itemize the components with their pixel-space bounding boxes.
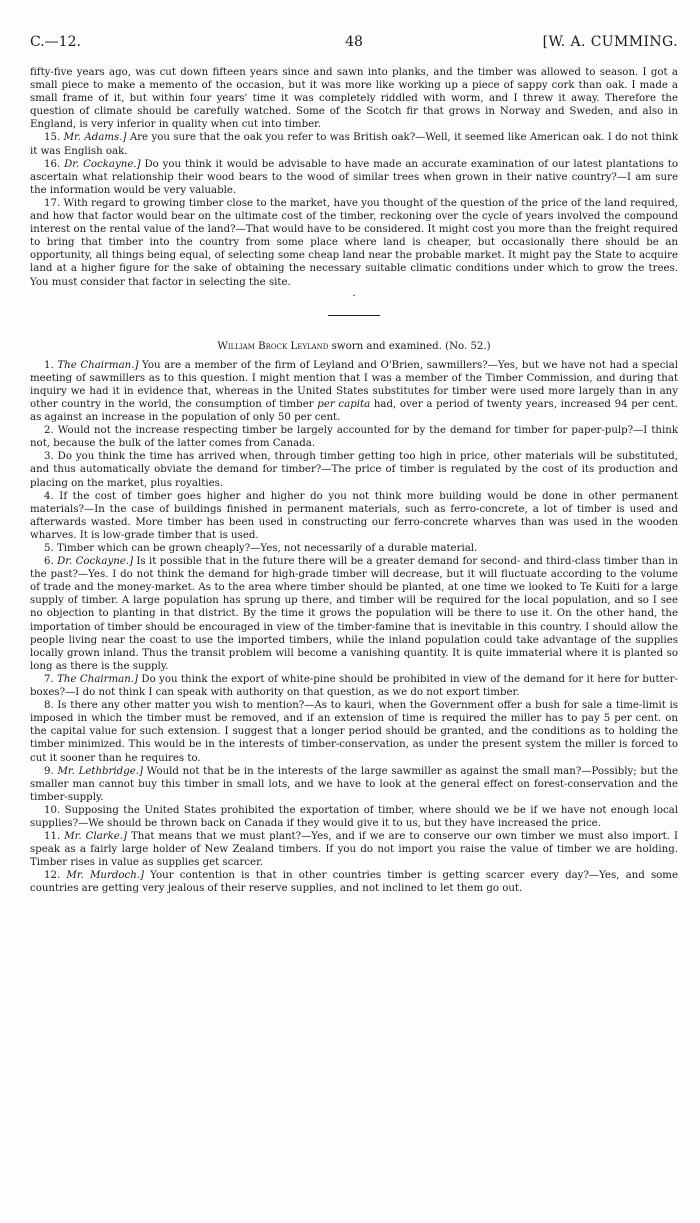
page-number: 48	[345, 34, 363, 50]
question-text: Is there any other matter you wish to mention?—As to kauri, when the Government offer a bush for sale a time-limit is imposed in which the timber must be removed, and if an extension of time is required the miller has to pay 5 per cent. on the capital value for such extension. I suggest that a longer period should be granted, and the conditions as to holding the timber minimized. This would be in the interests of timber-conservation, as under the present system the miller is forced to cut it sooner than he requires to.	[30, 700, 678, 764]
question-number: 4.	[44, 490, 54, 502]
question-answer-list	[30, 359, 678, 896]
question-text: You are a member of the firm of Leyland and O'Brien, sawmillers?—Yes, but we have not had a special meeting of sawmillers as to this question. I might mention that I was a member of the Timber Commission, and during that inquiry we had it in evidence that, whereas in the United States substitutes for timber were used more largely than in any other country in the world, the consumption of timber	[30, 359, 678, 410]
question-17	[30, 197, 678, 289]
speaker: Mr. Murdoch.]	[66, 870, 144, 882]
question-text: If the cost of timber goes higher and higher do you not think more building would be done in other permanent materials?—In the case of buildings finished in permanent materials, such as ferro-concrete, a lot of timber is used and afterwards wasted. More timber has been used in constructing our ferro-concrete wharves than was used in the wooden wharves. It is low-grade timber that is used.	[30, 490, 678, 541]
question-number: 2.	[44, 425, 54, 437]
question-6	[30, 555, 678, 673]
question-text: Is it possible that in the future there will be a greater demand for second- and third-class timber than in the past?—Yes. I do not think the demand for high-grade timber will decrease, but it will fluctuate according to the volume of trade and the money-market. As to the area where timber should be planted, at one time we looked to Te Kuiti for a large supply of timber. A large population has sprung up there, and timber will be required for the local population, and so I see no objection to planting in that district. By the time it grows the population will be there to use it. On the other hand, the importation of timber should be encouraged in view of the timber-famine that is inevitable in this country. I should allow the people living near the coast to use the imported timbers, while the inland population could take advantage of the supplies locally grown inland. Thus the transit problem will become a vanishing quantity. It is quite immaterial where it is planted so long as there is the supply.	[30, 556, 678, 672]
italic-phrase: per capita	[317, 398, 371, 410]
question-text: Do you think it would be advisable to have made an accurate examination of our latest plantations to ascertain what relationship their wood bears to the wood of similar trees when grown in their native country?—I am sure the information would be very valuable.	[30, 158, 678, 196]
question-2	[30, 424, 678, 450]
question-7	[30, 673, 678, 699]
question-number: 1.	[44, 359, 54, 371]
question-3	[30, 450, 678, 489]
witness-name: William Brock Leyland	[217, 340, 329, 352]
speaker: The Chairman.]	[57, 673, 138, 685]
speaker: Dr. Cockayne.]	[57, 556, 134, 568]
question-text: Are you sure that the oak you refer to was British oak?—Well, it seemed like American oak. I do not think it was English oak.	[30, 132, 678, 157]
question-5	[30, 542, 678, 555]
section-dot: ·	[352, 290, 356, 302]
question-11	[30, 830, 678, 869]
speaker: Mr. Adams.]	[63, 132, 127, 144]
witness-header: [W. A. CUMMING.	[542, 34, 678, 50]
question-text: Do you think the time has arrived when, through timber getting too high in price, other materials will be substituted, and thus automatically obviate the demand for timber?—The price of timber is regulated by the cost of its production and placing on the market, plus royalties.	[30, 451, 678, 489]
question-number: 3.	[44, 451, 54, 463]
page-header	[30, 30, 678, 66]
question-number: 17.	[44, 197, 61, 209]
question-1	[30, 359, 678, 424]
witness-status: sworn and examined. (No. 52.)	[328, 340, 491, 352]
question-4	[30, 490, 678, 542]
question-12	[30, 869, 678, 895]
speaker: Mr. Lethbridge.]	[57, 765, 143, 777]
question-15	[30, 131, 678, 157]
question-text: Would not that be in the interests of the large sawmiller as against the small man?—Possibly; but the smaller man cannot buy this timber in small lots, and we have to look at the general effect on forest-conservation and the timber-supply.	[30, 765, 678, 803]
question-8	[30, 699, 678, 764]
speaker: Mr. Clarke.]	[64, 831, 128, 843]
question-9	[30, 765, 678, 804]
question-number: 6.	[44, 556, 54, 568]
question-text: Your contention is that in other countries timber is getting scarcer every day?—Yes, and some countries are getting very jealous of their reserve supplies, and not inclined to let them go out.	[30, 870, 678, 895]
question-text: Would not the increase respecting timber be largely accounted for by the demand for timber for paper-pulp?—I think not, because the bulk of the latter comes from Canada.	[30, 425, 678, 450]
question-number: 5.	[44, 543, 54, 554]
question-text: Timber which can be grown cheaply?—Yes, not necessarily of a durable material.	[53, 543, 478, 554]
question-text: That means that we must plant?—Yes, and if we are to conserve our own timber we must also import. I speak as a fairly large holder of New Zealand timbers. If you do not import you raise the value of timber we are holding. Timber rises in value as supplies get scarcer.	[30, 831, 678, 869]
section-divider	[328, 315, 380, 316]
document-code: C.—12.	[30, 34, 81, 50]
question-text-continued: had, over a period of twenty years, increased 94 per cent. as against an increase in the population of only 50 per cent.	[30, 398, 678, 424]
question-number: 10.	[44, 804, 61, 816]
witness-heading	[30, 340, 678, 353]
question-text: With regard to growing timber close to the market, have you thought of the question of the price of the land required, and how that factor would bear on the ultimate cost of the timber, reckoning over the cycle of years involved the compound interest on the rental value of the land?—That would have to be considered. It might cost you more than the freight required to bring that timber into the country from some place where land is cheaper, but occasionally there should be an opportunity, all things being equal, of selecting some cheap land near the probable market. It might pay the State to acquire land at a higher figure for the sake of obtaining the necessary suitable climatic conditions under which to grow the trees. You must consider that factor in selecting the site.	[30, 197, 678, 288]
question-number: 7.	[44, 673, 54, 685]
speaker: The Chairman.]	[57, 359, 139, 371]
question-number: 11.	[44, 831, 61, 843]
question-10	[30, 804, 678, 830]
question-number: 9.	[44, 765, 54, 777]
question-text: Do you think the export of white-pine should be prohibited in view of the demand for it here for butter-boxes?—I do not think I can speak with authority on that question, as we do not export timber.	[30, 673, 678, 699]
continued-paragraph: fifty-five years ago, was cut down fifteen years since and sawn into planks, and the timber was allowed to season. I got a small piece to make a memento of the occasion, but it was more like working up a piece of sappy cork than oak. I made a small frame of it, but within four years' time it was completely riddled with worm, and I threw it away. Therefore the question of climate should be carefully watched. Some of the Scotch fir that grows in Norway and Sweden, and also in England, is very inferior in quality when cut into timber.	[30, 67, 678, 131]
speaker: Dr. Cockayne.]	[64, 158, 141, 170]
question-number: 16.	[44, 158, 61, 170]
question-text: Supposing the United States prohibited the exportation of timber, where should we be if we have not enough local supplies?—We should be thrown back on Canada if they would give it to us, but they have increased the price.	[30, 804, 678, 829]
intro-section	[30, 66, 678, 316]
question-number: 12.	[44, 870, 61, 882]
question-number: 15.	[44, 132, 61, 144]
question-16	[30, 158, 678, 197]
question-number: 8.	[44, 700, 54, 712]
